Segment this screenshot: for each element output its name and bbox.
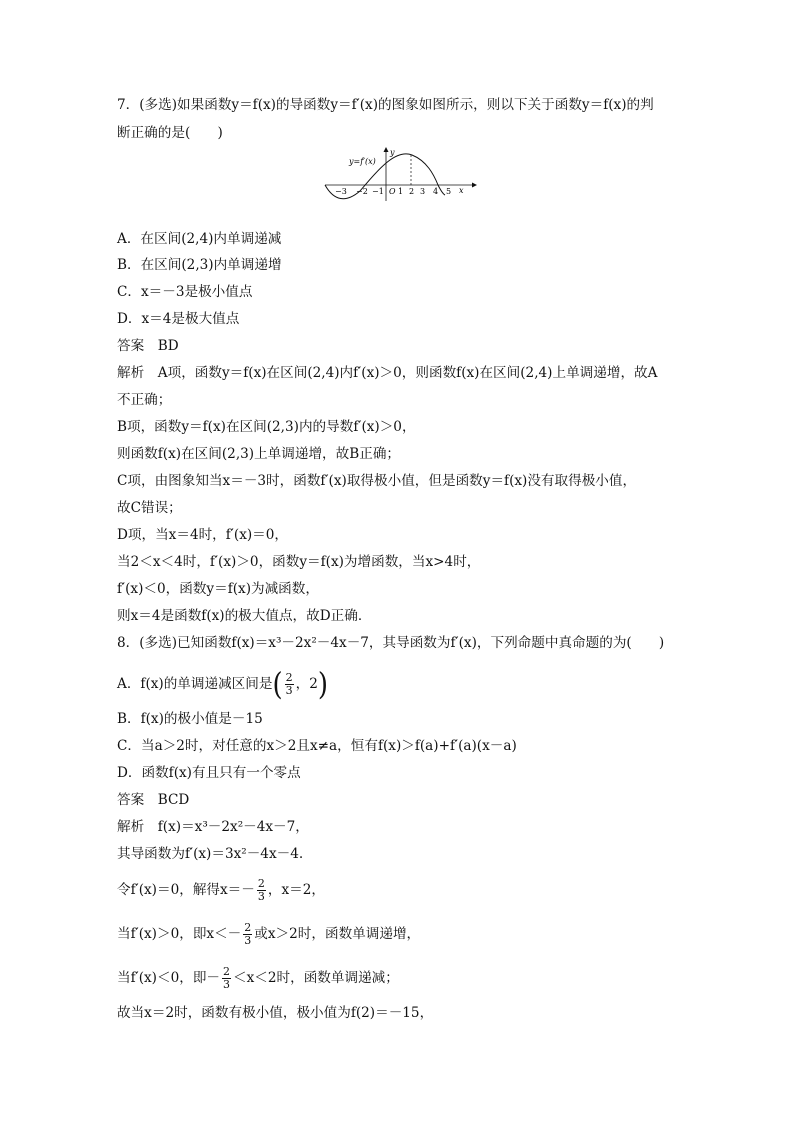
q8-option-d: D．函数f(x)有且只有一个零点 bbox=[117, 765, 301, 781]
tick-label: 3 bbox=[420, 187, 426, 196]
fraction bbox=[285, 672, 294, 697]
fraction-denominator: 3 bbox=[244, 934, 252, 947]
fraction-numerator: 2 bbox=[257, 877, 265, 890]
q8-stem: 8．(多选)已知函数f(x)＝x³－2x²－4x－7，其导函数为f′(x)，下列命题中真命题的为( ) bbox=[117, 635, 665, 651]
q8-option-c: C．当a＞2时，对任意的x＞2且x≠a，恒有f(x)＞f(a)+f′(a)(x－a) bbox=[117, 738, 517, 754]
fraction-denominator: 3 bbox=[257, 890, 265, 903]
q7-analysis-line: C项，由图象知当x＝－3时，函数f′(x)取得极小值，但是函数y＝f(x)没有取得极小值， bbox=[117, 473, 637, 489]
q7-stem-line2: 断正确的是( ) bbox=[117, 125, 223, 141]
y-axis-arrow bbox=[384, 147, 389, 152]
q8-analysis-line bbox=[117, 878, 325, 903]
q8-option-a-rest: ，2 bbox=[295, 676, 318, 692]
tick-label: 5 bbox=[446, 187, 452, 196]
text-segment: 当f′(x)＜0，即－ bbox=[117, 970, 221, 986]
x-axis-arrow bbox=[472, 183, 477, 188]
q7-analysis-line: 故C错误； bbox=[117, 500, 182, 516]
text-segment: ，x＝2， bbox=[267, 882, 325, 898]
tick-label: 4 bbox=[433, 187, 439, 196]
fraction-denominator: 3 bbox=[285, 684, 293, 697]
q8-analysis-line bbox=[117, 922, 420, 947]
q7-analysis-line: 当2＜x＜4时，f′(x)＞0，函数y＝f(x)为增函数，当x>4时， bbox=[117, 554, 481, 570]
tick-label: −2 bbox=[356, 187, 368, 196]
q7-stem-line1: 7．(多选)如果函数y＝f(x)的导函数y＝f′(x)的图象如图所示，则以下关于函数y＝f(x)的判 bbox=[117, 97, 654, 113]
q8-analysis-line: 解析 f(x)＝x³－2x²－4x－7， bbox=[117, 819, 309, 835]
fraction bbox=[222, 966, 231, 991]
text-segment: 当f′(x)＞0，即x＜－ bbox=[117, 926, 242, 942]
q7-option-c: C．x＝－3是极小值点 bbox=[117, 284, 253, 300]
q7-answer: 答案 BD bbox=[117, 338, 179, 354]
q8-analysis-line: 故当x＝2时，函数有极小值，极小值为f(2)＝－15， bbox=[117, 1005, 434, 1021]
q8-analysis-line: 其导函数为f′(x)＝3x²－4x－4. bbox=[117, 846, 304, 862]
q7-option-a: A．在区间(2,4)内单调递减 bbox=[117, 231, 282, 247]
fraction bbox=[257, 878, 266, 903]
right-paren: ) bbox=[317, 666, 329, 703]
tick-label: 2 bbox=[409, 187, 415, 196]
y-axis-label: y bbox=[390, 148, 395, 157]
fraction-denominator: 3 bbox=[223, 978, 231, 991]
q8-option-b: B．f(x)的极小值是－15 bbox=[117, 711, 263, 727]
fraction bbox=[243, 922, 252, 947]
fraction-numerator: 2 bbox=[223, 965, 231, 978]
q8-answer: 答案 BCD bbox=[117, 792, 190, 808]
q7-analysis-line: 解析 A项，函数y＝f(x)在区间(2,4)内f′(x)＞0，则函数f(x)在区间(2,4)上单调递增，故A bbox=[117, 365, 658, 381]
text-segment: 或x＞2时，函数单调递增， bbox=[254, 926, 421, 942]
q7-option-b: B．在区间(2,3)内单调递增 bbox=[117, 257, 282, 273]
x-axis-label: x bbox=[459, 186, 464, 195]
q7-analysis-line: D项，当x＝4时，f′(x)＝0， bbox=[117, 527, 289, 543]
q7-analysis-line: f′(x)＜0，函数y＝f(x)为减函数， bbox=[117, 581, 319, 597]
q8-analysis-line bbox=[117, 966, 399, 991]
origin-label: O bbox=[389, 187, 396, 196]
derivative-graph-figure bbox=[322, 145, 482, 203]
tick-label: −1 bbox=[372, 187, 384, 196]
q8-option-a bbox=[117, 666, 329, 703]
q7-option-d: D．x＝4是极大值点 bbox=[117, 311, 240, 327]
q7-analysis-line: 则x＝4是函数f(x)的极大值点，故D正确． bbox=[117, 608, 372, 624]
curve-label: y=f′(x) bbox=[349, 157, 376, 166]
text-segment: 令f′(x)＝0，解得x＝－ bbox=[117, 882, 255, 898]
q7-analysis-line: B项，函数y＝f(x)在区间(2,3)内的导数f′(x)＞0， bbox=[117, 419, 416, 435]
tick-label: −3 bbox=[335, 187, 347, 196]
tick-label: 1 bbox=[398, 187, 404, 196]
fraction-numerator: 2 bbox=[244, 921, 252, 934]
text-segment: ＜x＜2时，函数单调递减； bbox=[233, 970, 399, 986]
left-paren: ( bbox=[272, 666, 283, 703]
q7-analysis-line: 不正确； bbox=[117, 392, 172, 408]
q8-option-a-prefix: A．f(x)的单调递减区间是 bbox=[117, 676, 273, 692]
fraction-numerator: 2 bbox=[285, 671, 293, 684]
q7-analysis-line: 则函数f(x)在区间(2,3)上单调递增，故B正确； bbox=[117, 446, 401, 462]
